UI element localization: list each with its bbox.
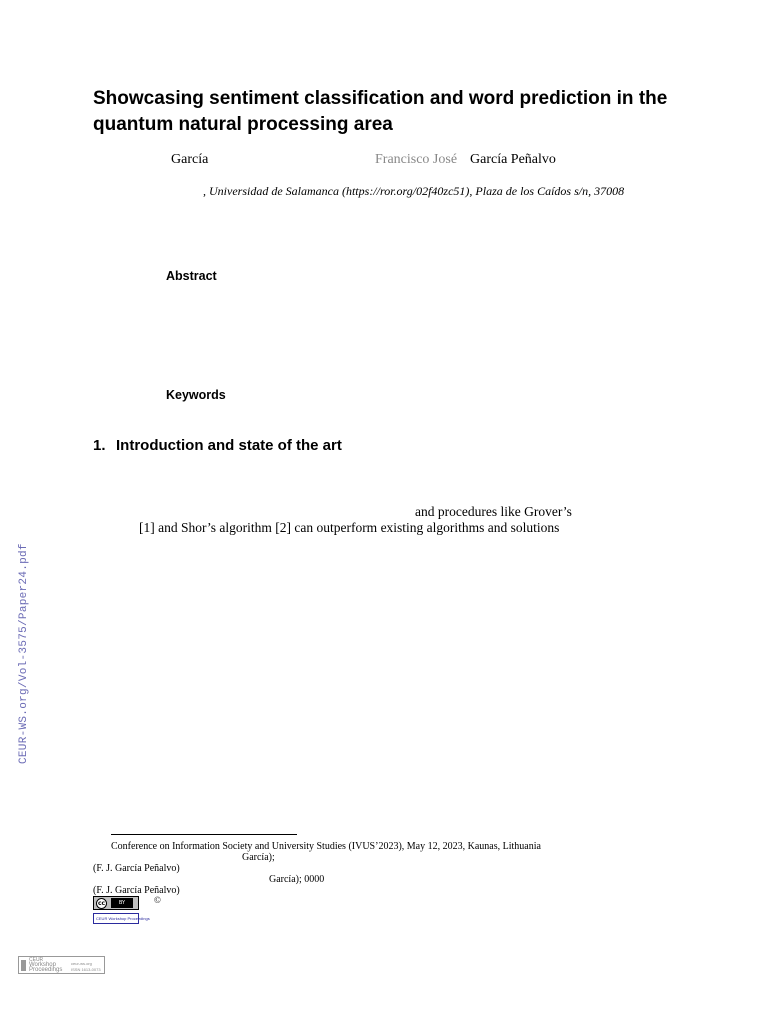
footnote-orcid-fragment-2: (F. J. García Peñalvo) [93, 885, 180, 896]
ceur-logo-line-2: Workshop [29, 962, 56, 968]
body-line-2: [1] and Shor’s algorithm [2] can outperform existing algorithms and solutions [139, 520, 560, 535]
ceur-sidebar-link[interactable]: CEUR-WS.org/Vol-3575/Paper24.pdf [18, 543, 30, 764]
ceur-logo-line-1: CEUR [29, 957, 44, 963]
author-first: García [171, 152, 209, 167]
ceur-logo-line-3: Proceedings [29, 967, 63, 973]
author-second-given: Francisco José [375, 152, 458, 167]
footnote-conference: Conference on Information Society and University Studies (IVUS’2023), May 12, 2023, Kaunas, Lithuania [111, 841, 541, 852]
cc-circle-icon: cc [97, 899, 106, 907]
ceur-logo-issn: ISSN 1613-0073 [71, 967, 101, 972]
author-second-family: García Peñalvo [470, 152, 556, 167]
section-number: 1. [93, 437, 106, 454]
copyright-symbol: © [154, 895, 161, 905]
keywords-heading: Keywords [166, 388, 226, 402]
ceur-small-logo: CEUR Workshop Proceedings [93, 913, 139, 924]
paper-title: Showcasing sentiment classification and word prediction in the quantum natural processing area [93, 88, 668, 135]
footnote-email-fragment-2: (F. J. García Peñalvo) [93, 863, 180, 874]
abstract-heading: Abstract [166, 269, 217, 283]
footnote-orcid-fragment: García); 0000 [269, 874, 325, 885]
ceur-logo-ws: ceur-ws.org [71, 961, 92, 966]
cc-by-license-icon [93, 896, 139, 910]
footnote-rule [111, 834, 297, 835]
cc-by-label: BY [111, 898, 133, 908]
section-title: Introduction and state of the art [116, 437, 342, 454]
ceur-logo-bar [21, 960, 26, 971]
body-line-1: and procedures like Grover’s [415, 504, 572, 519]
affiliation: , Universidad de Salamanca (https://ror.org/02f40zc51), Plaza de los Caídos s/n, 37008 [203, 184, 625, 198]
ceur-workshop-logo [18, 956, 105, 974]
footnote-email-fragment-1: García); [242, 852, 275, 863]
